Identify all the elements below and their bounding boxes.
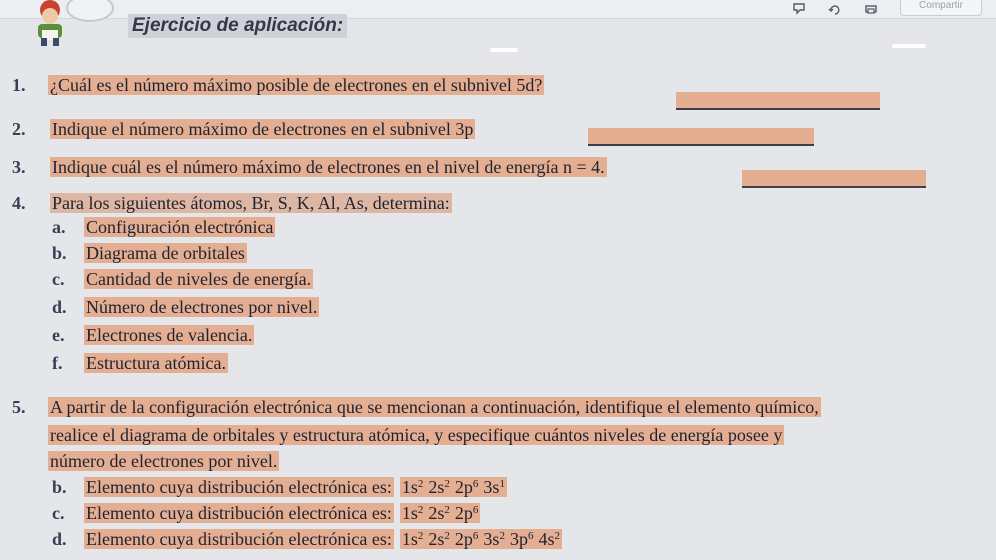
orbital-term (483, 529, 505, 549)
answer-blank-3[interactable] (742, 170, 926, 188)
item-letter: d. (52, 297, 67, 317)
list-item (52, 528, 562, 550)
question-text: Para los siguientes átomos, Br, S, K, Al, As, determina: (52, 193, 450, 213)
page-title: Ejercicio de aplicación: (128, 14, 347, 38)
orbital-term (455, 477, 479, 497)
glare-mark (892, 44, 926, 48)
list-item (52, 476, 507, 498)
orbital-label: 2s (428, 477, 445, 497)
item-text: Configuración electrónica (86, 217, 274, 237)
question-5 (12, 396, 821, 418)
electron-count: 2 (444, 530, 450, 542)
list-item (52, 324, 254, 346)
electron-count: 2 (417, 478, 424, 490)
question-number: 2. (12, 119, 26, 139)
orbital-term (402, 529, 424, 549)
question-3 (12, 156, 607, 178)
item-letter: b. (52, 477, 67, 497)
electron-count: 2 (554, 530, 560, 542)
orbital-label: 3p (509, 529, 528, 549)
orbital-term (510, 529, 534, 549)
list-item (52, 502, 480, 524)
list-item (52, 268, 313, 290)
list-item (52, 352, 228, 374)
orbital-term (538, 529, 560, 549)
item-text: Estructura atómica. (86, 353, 226, 373)
question-number: 5. (12, 397, 26, 417)
list-item (52, 296, 319, 318)
item-letter: d. (52, 529, 67, 549)
orbital-label: 1s (401, 529, 418, 549)
list-item (52, 242, 247, 264)
orbital-term (402, 477, 424, 497)
orbital-label: 2p (454, 503, 473, 523)
electron-count: 2 (499, 530, 505, 542)
electron-configuration (400, 503, 481, 523)
electron-count: 1 (499, 478, 505, 490)
question-text: número de electrones por nivel. (50, 451, 278, 471)
question-4 (12, 192, 452, 214)
glare-mark (490, 48, 518, 52)
item-text: Número de electrones por nivel. (86, 297, 318, 317)
item-text: Electrones de valencia. (86, 325, 253, 345)
item-text: Diagrama de orbitales (86, 243, 245, 263)
electron-count: 2 (444, 478, 450, 490)
orbital-label: 3s (483, 477, 500, 497)
question-1 (12, 74, 544, 96)
item-text: Cantidad de niveles de energía. (86, 269, 312, 289)
question-5-line-3 (48, 450, 279, 472)
orbital-label: 4s (538, 529, 555, 549)
print-icon[interactable] (864, 3, 878, 15)
item-letter: c. (52, 269, 65, 289)
orbital-term (428, 503, 450, 523)
electron-count: 6 (472, 530, 479, 542)
share-button[interactable]: Compartir (900, 0, 982, 16)
orbital-label: 2s (428, 529, 445, 549)
item-text: Elemento cuya distribución electrónica es: (86, 503, 392, 523)
orbital-term (483, 477, 505, 497)
electron-count: 2 (444, 504, 450, 516)
student-mascot-icon (30, 0, 70, 55)
electron-configuration (400, 477, 507, 497)
question-number: 4. (12, 193, 26, 213)
orbital-term (428, 477, 450, 497)
orbital-label: 2p (454, 477, 473, 497)
orbital-term (455, 503, 479, 523)
toolbar-icons (792, 0, 878, 18)
item-letter: c. (52, 503, 65, 523)
orbital-label: 1s (401, 477, 418, 497)
electron-count: 2 (417, 530, 424, 542)
answer-blank-1[interactable] (676, 92, 880, 110)
orbital-term (428, 529, 450, 549)
item-text: Elemento cuya distribución electrónica es: (86, 529, 392, 549)
electron-count: 6 (472, 504, 479, 516)
orbital-term (402, 503, 424, 523)
question-text: A partir de la configuración electrónica que se mencionan a continuación, identifique el elemento químico, (50, 397, 819, 417)
list-item (52, 216, 275, 238)
orbital-label: 1s (401, 503, 418, 523)
question-number: 3. (12, 157, 26, 177)
orbital-label: 2p (454, 529, 473, 549)
item-letter: a. (52, 217, 66, 237)
electron-configuration (400, 529, 562, 549)
orbital-label: 2s (428, 503, 445, 523)
answer-blank-2[interactable] (588, 128, 814, 146)
question-5-line-2 (48, 424, 784, 446)
question-text: ¿Cuál es el número máximo posible de electrones en el subnivel 5d? (50, 75, 543, 95)
electron-count: 6 (472, 478, 479, 490)
item-letter: b. (52, 243, 67, 263)
orbital-label: 3s (483, 529, 500, 549)
orbital-term (455, 529, 479, 549)
item-letter: e. (52, 325, 65, 345)
refresh-icon[interactable] (828, 3, 842, 15)
item-text: Elemento cuya distribución electrónica es: (86, 477, 392, 497)
question-number: 1. (12, 75, 26, 95)
question-text: realice el diagrama de orbitales y estructura atómica, y especifique cuántos niveles de energía posee y (50, 425, 783, 445)
question-2 (12, 118, 475, 140)
question-text: Indique el número máximo de electrones en el subnivel 3p (52, 119, 474, 139)
question-text: Indique cuál es el número máximo de electrones en el nivel de energía n = 4. (52, 157, 605, 177)
pin-icon[interactable] (792, 3, 806, 15)
electron-count: 6 (527, 530, 534, 542)
electron-count: 2 (417, 504, 424, 516)
item-letter: f. (52, 353, 63, 373)
